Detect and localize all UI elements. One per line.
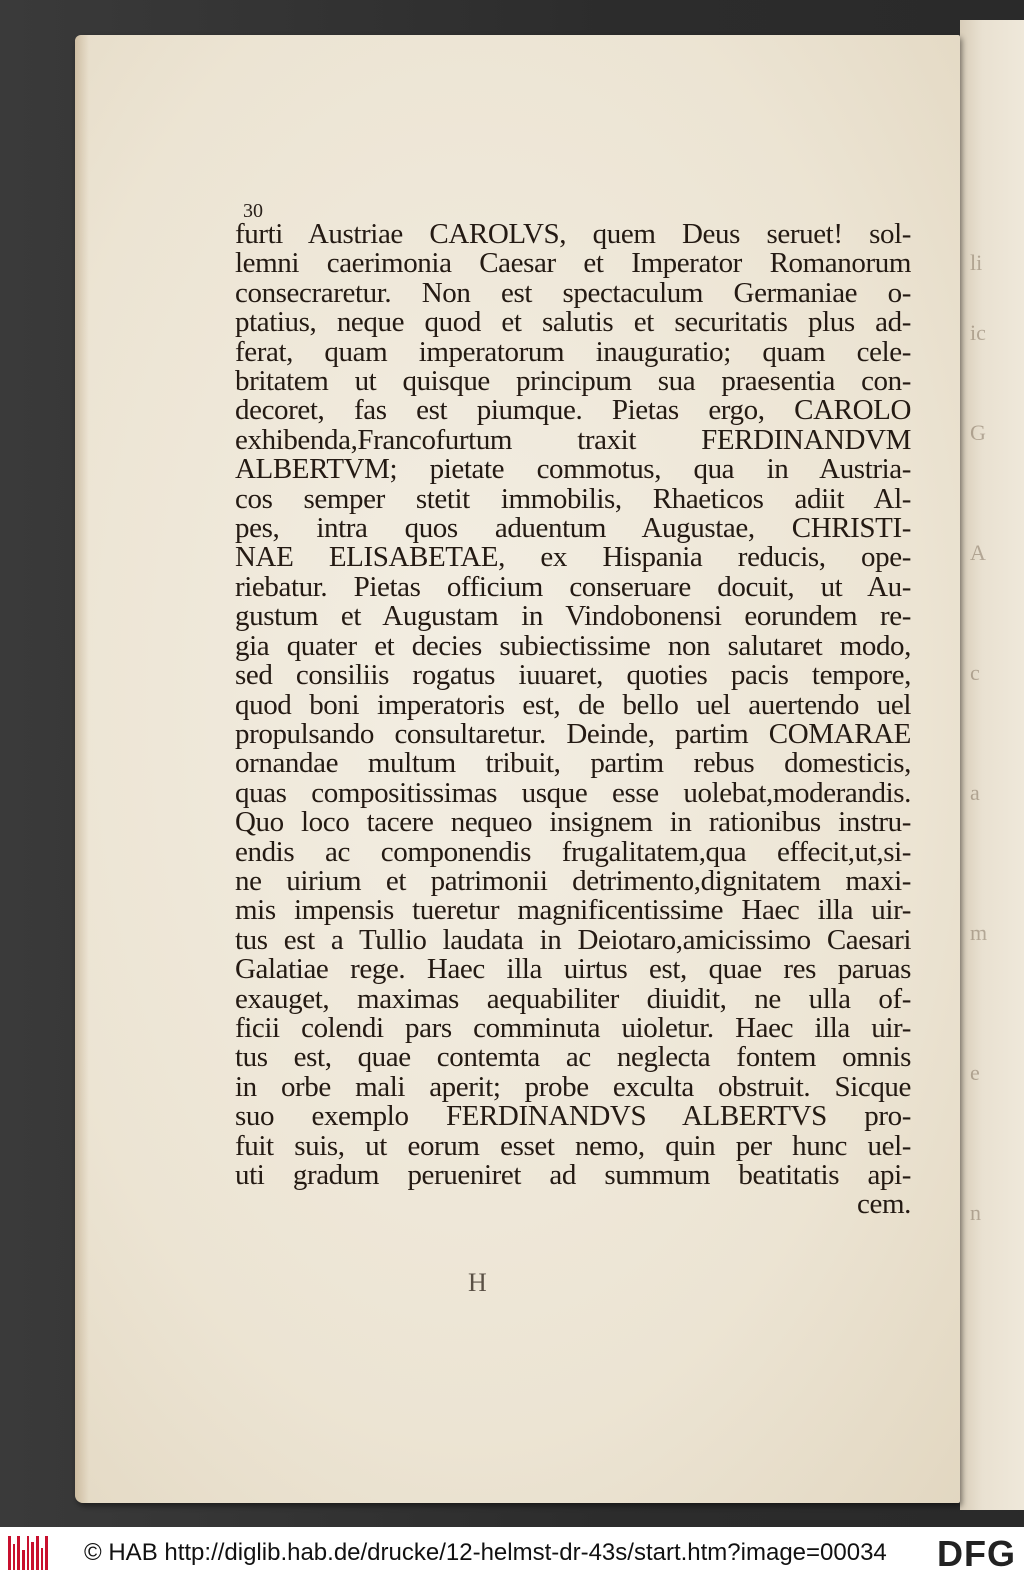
adjacent-page-edge: li ic G A c a m e n (960, 20, 1024, 1510)
text-line: ferat, quam imperatorum inauguratio; quam cele- (235, 337, 911, 368)
text-line: uti gradum perueniret ad summum beatitatis api- (235, 1161, 911, 1191)
text-line: furti Austriae CAROLVS, quem Deus seruet! sol- (235, 220, 911, 250)
text-line: ficii colendi pars comminuta uioletur. Haec illa uir- (235, 1013, 911, 1044)
text-line: endis ac componendis frugalitatem,qua effecit,ut,si- (235, 837, 911, 867)
text-line: sed consiliis rogatus iuuaret, quoties pacis tempore, (235, 661, 911, 691)
dfg-logo: DFG (937, 1533, 1016, 1574)
text-line: britatem ut quisque principum sua praesentia con- (235, 367, 911, 397)
signature-mark: H (468, 1268, 487, 1297)
text-line: suo exemplo FERDINANDVS ALBERTVS pro- (235, 1102, 911, 1132)
text-line: Quo loco tacere nequeo insignem in rationibus instru- (235, 808, 911, 838)
text-line: propulsando consultaretur. Deinde, partim COMARAE (235, 719, 911, 750)
text-line: in orbe mali aperit; probe exculta obstruit. Sicque (235, 1072, 911, 1103)
text-line: fuit suis, ut eorum esset nemo, quin per hunc uel- (235, 1131, 911, 1161)
text-line: quas compositissimas usque esse uolebat,moderandis. (235, 778, 911, 809)
body-text (235, 220, 911, 1220)
text-line: quod boni imperatoris est, de bello uel auertendo uel (235, 690, 911, 720)
text-line: ALBERTVM; pietate commotus, qua in Austria- (235, 455, 911, 485)
text-line: Galatiae rege. Haec illa uirtus est, quae res paruas (235, 955, 911, 985)
text-line: exauget, maximas aequabiliter diuidit, ne ulla of- (235, 984, 911, 1014)
text-line: gia quater et decies subiectissime non salutaret modo, (235, 631, 911, 662)
footer-bar (0, 1527, 1024, 1579)
text-line: gustum et Augustam in Vindobonensi eorundem re- (235, 602, 911, 632)
hab-logo-icon (8, 1536, 48, 1570)
text-line: ne uirium et patrimonii detrimento,dignitatem maxi- (235, 866, 911, 897)
text-line: ptatius, neque quod et salutis et securitatis plus ad- (235, 308, 911, 338)
text-line: mis impensis tueretur magnificentissime Haec illa uir- (235, 896, 911, 926)
text-line: lemni caerimonia Caesar et Imperator Romanorum (235, 249, 911, 279)
text-line: tus est a Tullio laudata in Deiotaro,amicissimo Caesari (235, 925, 911, 956)
text-line: decoret, fas est piumque. Pietas ergo, CAROLO (235, 396, 911, 426)
catchword: cem. (857, 1190, 911, 1220)
text-line: riebatur. Pietas officium conseruare docuit, ut Au- (235, 572, 911, 603)
page-number: 30 (243, 200, 263, 222)
text-line: exhibenda,Francofurtum traxit FERDINANDVM (235, 425, 911, 456)
text-line: consecraretur. Non est spectaculum Germaniae o- (235, 278, 911, 309)
text-line: tus est, quae contemta ac neglecta fontem omnis (235, 1043, 911, 1073)
text-line: NAE ELISABETAE, ex Hispania reducis, ope- (235, 543, 911, 573)
text-line: pes, intra quos aduentum Augustae, CHRISTI- (235, 514, 911, 544)
text-line: ornandae multum tribuit, partim rebus domesticis, (235, 749, 911, 779)
copyright-url: © HAB http://diglib.hab.de/drucke/12-helmst-dr-43s/start.htm?image=00034 (84, 1539, 887, 1566)
text-line: cos semper stetit immobilis, Rhaeticos adiit Al- (235, 484, 911, 515)
